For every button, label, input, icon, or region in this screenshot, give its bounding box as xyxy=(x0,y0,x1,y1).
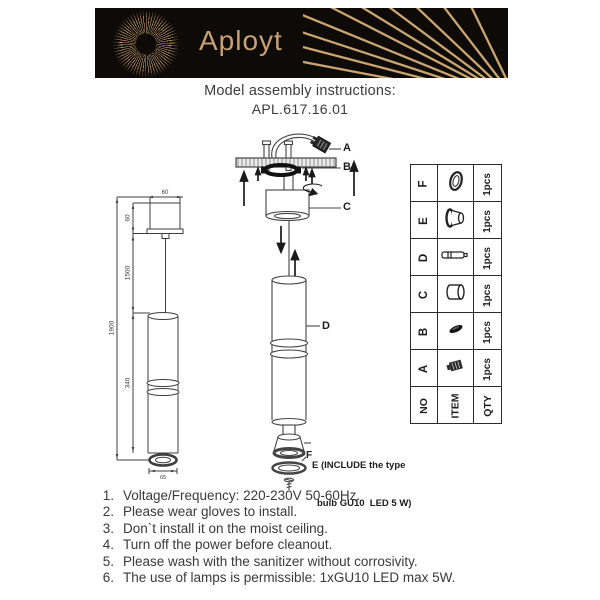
table-row xyxy=(411,313,502,350)
col-header-no: NO xyxy=(418,398,430,414)
part-no: D xyxy=(418,253,430,263)
col-header-qty: QTY xyxy=(481,395,494,417)
col-header-item: ITEM xyxy=(449,393,462,419)
table-row xyxy=(411,239,502,276)
part-no: B xyxy=(418,327,430,337)
dim-cord-length: 1500 xyxy=(124,265,132,281)
list-item xyxy=(96,521,516,537)
item-text: Don`t install it on the moist ceiling. xyxy=(123,520,328,536)
instructions-list xyxy=(96,488,516,586)
dim-body-height: 340 xyxy=(124,377,132,389)
connector-icon xyxy=(441,351,471,381)
bulb-note-line2: bulb GU10 LED 5 W) xyxy=(317,497,412,509)
part-no: E xyxy=(417,217,430,225)
item-number: 5. xyxy=(102,553,114,569)
brand-name: Aployt xyxy=(199,25,283,56)
dim-canopy-height: 60 xyxy=(124,214,132,222)
dimension-drawing xyxy=(100,170,200,485)
bulb-note-line1: E (INCLUDE the type xyxy=(312,460,406,471)
dim-base-diameter: 65 xyxy=(159,475,167,481)
item-number: 2. xyxy=(102,504,114,520)
list-item xyxy=(96,488,516,504)
part-qty: 1pcs xyxy=(481,284,493,307)
item-text: Please wash with the sanitizer without corrosivity. xyxy=(123,553,418,569)
canopy-icon xyxy=(441,277,471,307)
table-row xyxy=(411,350,502,387)
parts-table xyxy=(410,164,502,424)
dim-total-height: 1900 xyxy=(108,320,116,336)
dim-top-width: 60 xyxy=(161,190,169,196)
page-title: Model assembly instructions: xyxy=(204,83,396,99)
list-item xyxy=(96,570,516,586)
gasket-icon xyxy=(441,314,471,344)
item-number: 3. xyxy=(102,520,114,536)
part-qty: 1pcs xyxy=(481,247,493,270)
part-item-cell xyxy=(438,239,474,276)
item-number: 4. xyxy=(102,537,114,553)
table-row xyxy=(411,165,502,202)
label-part-f: F xyxy=(306,450,313,461)
starburst-icon xyxy=(113,11,179,77)
item-text: Please wear gloves to install. xyxy=(123,504,298,520)
model-number: APL.617.16.01 xyxy=(251,101,349,117)
part-qty: 1pcs xyxy=(481,321,493,344)
part-qty: 1pcs xyxy=(481,173,493,196)
part-qty: 1pcs xyxy=(481,210,493,233)
part-item-cell xyxy=(438,202,474,239)
part-no: A xyxy=(418,364,430,374)
mounting-ring xyxy=(261,165,301,175)
part-no: F xyxy=(418,180,430,188)
part-qty: 1pcs xyxy=(481,358,493,381)
socket-icon xyxy=(441,203,471,233)
table-header-row xyxy=(411,387,502,424)
label-part-a: A xyxy=(343,142,351,154)
table-row xyxy=(411,202,502,239)
list-item xyxy=(96,554,516,570)
rod-icon xyxy=(440,240,472,270)
list-item xyxy=(96,504,516,520)
item-number: 6. xyxy=(102,570,114,586)
item-number: 1. xyxy=(102,488,114,503)
table-row xyxy=(411,276,502,313)
part-item-cell xyxy=(438,276,474,313)
label-part-d: D xyxy=(322,320,330,332)
ring-icon xyxy=(441,166,471,196)
rays-decoration-icon xyxy=(303,8,508,78)
label-part-c: C xyxy=(343,201,351,213)
item-text: Turn off the power before cleanout. xyxy=(123,537,333,553)
item-text: Voltage/Frequency: 220-230V 50-60Hz. xyxy=(123,488,361,503)
part-item-cell xyxy=(438,165,474,202)
part-item-cell xyxy=(438,313,474,350)
brand-banner xyxy=(95,8,508,78)
part-item-cell xyxy=(438,350,474,387)
list-item xyxy=(96,537,516,553)
label-part-b: B xyxy=(343,161,351,173)
item-text: The use of lamps is permissible: 1xGU10 LED max 5W. xyxy=(123,570,456,586)
part-no: C xyxy=(418,290,430,300)
